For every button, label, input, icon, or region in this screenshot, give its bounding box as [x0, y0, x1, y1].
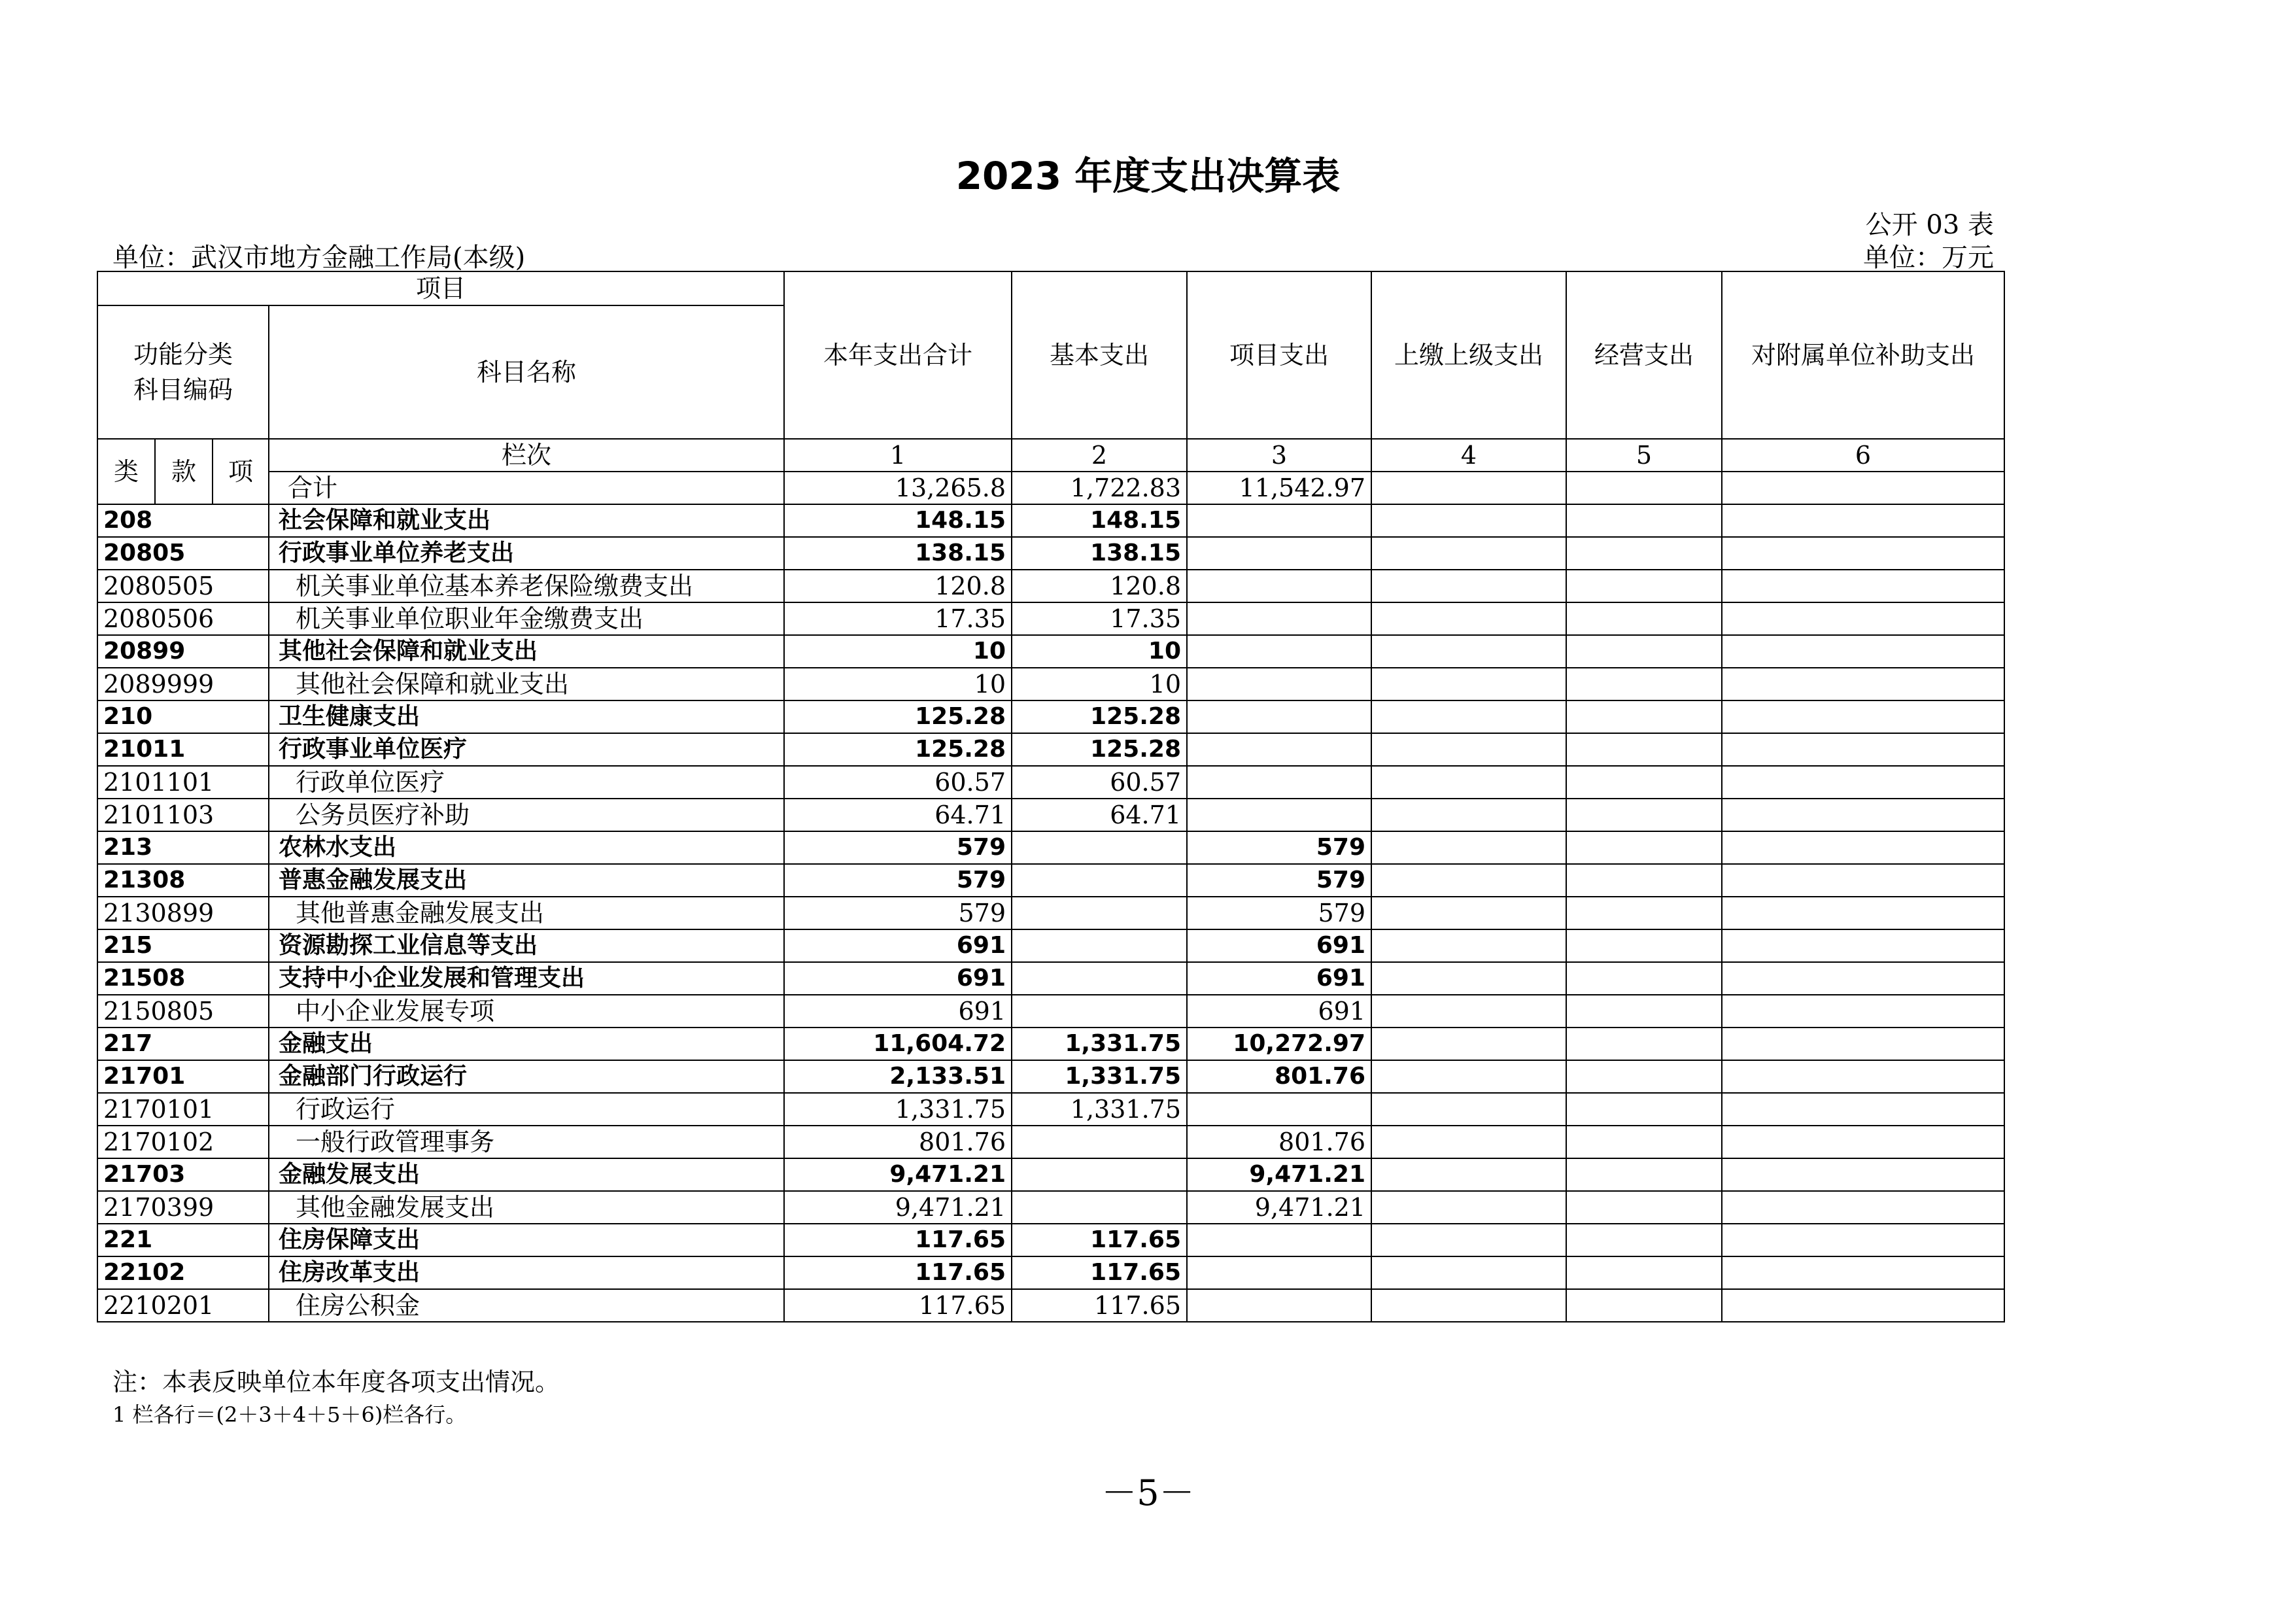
subject-name: 支持中小企业发展和管理支出 [269, 962, 784, 995]
table-row [97, 602, 2004, 635]
table-tag: 公开 03 表 [1865, 210, 1994, 240]
value-cell [1722, 1256, 2004, 1289]
value-cell [1722, 1126, 2004, 1158]
value-cell [1566, 799, 1722, 831]
value-cell [1187, 799, 1371, 831]
page-number: －5－ [1101, 1472, 1195, 1513]
subject-name: 住房改革支出 [269, 1256, 784, 1289]
value-cell [1371, 962, 1566, 995]
col-number-6: 6 [1722, 439, 2004, 472]
value-cell [1566, 1256, 1722, 1289]
value-cell: 579 [1187, 864, 1371, 897]
subject-code: 213 [97, 831, 269, 864]
value-cell [1187, 635, 1371, 668]
value-cell [1566, 1060, 1722, 1093]
total-row [97, 472, 2004, 504]
value-cell [1722, 864, 2004, 897]
value-cell [1566, 1028, 1722, 1060]
value-cell: 9,471.21 [1187, 1191, 1371, 1224]
value-cell [1371, 1060, 1566, 1093]
value-cell [1012, 929, 1187, 962]
table-row [97, 1126, 2004, 1158]
value-cell [1187, 1256, 1371, 1289]
header-xiang: 项 [213, 439, 269, 504]
value-cell [1566, 962, 1722, 995]
value-cell [1566, 995, 1722, 1028]
value-cell: 691 [784, 962, 1012, 995]
header-project: 项目 [97, 271, 784, 305]
value-cell [1722, 602, 2004, 635]
value-cell [1371, 929, 1566, 962]
value-cell [1371, 700, 1566, 733]
unit-organization: 单位：武汉市地方金融工作局(本级) [112, 243, 526, 273]
value-cell [1371, 995, 1566, 1028]
value-cell [1371, 1256, 1566, 1289]
table-row [97, 1028, 2004, 1060]
value-cell: 125.28 [1012, 733, 1187, 766]
value-cell [1722, 1224, 2004, 1256]
value-cell [1722, 733, 2004, 766]
value-cell [1371, 831, 1566, 864]
value-cell: 17.35 [1012, 602, 1187, 635]
value-cell [1722, 766, 2004, 799]
value-cell: 1,331.75 [1012, 1028, 1187, 1060]
value-cell: 11,604.72 [784, 1028, 1012, 1060]
subject-name: 行政单位医疗 [269, 766, 784, 799]
value-cell [1722, 1289, 2004, 1322]
header-col-6: 对附属单位补助支出 [1722, 271, 2004, 439]
header-subject-name: 科目名称 [269, 305, 784, 439]
header-kuan: 款 [155, 439, 213, 504]
value-cell: 10 [784, 635, 1012, 668]
subject-name: 其他社会保障和就业支出 [269, 668, 784, 700]
value-cell [1187, 537, 1371, 570]
value-cell [1722, 1158, 2004, 1191]
value-cell [1566, 1158, 1722, 1191]
value-cell [1566, 831, 1722, 864]
value-cell: 125.28 [784, 733, 1012, 766]
table-row [97, 995, 2004, 1028]
value-cell [1722, 1191, 2004, 1224]
subject-code: 2130899 [97, 897, 269, 929]
value-cell: 691 [1187, 962, 1371, 995]
table-row [97, 831, 2004, 864]
value-cell [1566, 1093, 1722, 1126]
total-value: 13,265.8 [784, 472, 1012, 504]
subject-code: 2080505 [97, 570, 269, 602]
table-row [97, 1191, 2004, 1224]
unit-currency: 单位：万元 [1863, 243, 1994, 273]
subject-name: 金融发展支出 [269, 1158, 784, 1191]
value-cell [1722, 668, 2004, 700]
expenditure-table [97, 271, 2005, 1322]
table-row [97, 929, 2004, 962]
value-cell [1187, 1289, 1371, 1322]
subject-name: 资源勘探工业信息等支出 [269, 929, 784, 962]
value-cell [1371, 1028, 1566, 1060]
value-cell: 148.15 [784, 504, 1012, 537]
table-row [97, 733, 2004, 766]
subject-code: 2089999 [97, 668, 269, 700]
value-cell [1012, 1191, 1187, 1224]
col-number-4: 4 [1371, 439, 1566, 472]
subject-name: 住房保障支出 [269, 1224, 784, 1256]
col-number-3: 3 [1187, 439, 1371, 472]
value-cell: 9,471.21 [784, 1158, 1012, 1191]
value-cell [1722, 929, 2004, 962]
subject-name: 一般行政管理事务 [269, 1126, 784, 1158]
subject-code: 22102 [97, 1256, 269, 1289]
value-cell: 579 [1187, 831, 1371, 864]
value-cell [1012, 995, 1187, 1028]
value-cell: 579 [784, 897, 1012, 929]
value-cell [1371, 1289, 1566, 1322]
col-number-1: 1 [784, 439, 1012, 472]
value-cell [1371, 864, 1566, 897]
value-cell [1566, 602, 1722, 635]
value-cell [1722, 570, 2004, 602]
header-col-5: 经营支出 [1566, 271, 1722, 439]
table-row [97, 897, 2004, 929]
table-row [97, 1289, 2004, 1322]
subject-code: 2080506 [97, 602, 269, 635]
value-cell [1722, 1093, 2004, 1126]
value-cell: 125.28 [1012, 700, 1187, 733]
subject-code: 21701 [97, 1060, 269, 1093]
value-cell: 691 [1187, 929, 1371, 962]
table-row [97, 570, 2004, 602]
subject-name: 机关事业单位职业年金缴费支出 [269, 602, 784, 635]
table-row [97, 799, 2004, 831]
value-cell: 2,133.51 [784, 1060, 1012, 1093]
value-cell [1566, 864, 1722, 897]
value-cell [1187, 602, 1371, 635]
value-cell [1566, 766, 1722, 799]
value-cell [1187, 700, 1371, 733]
value-cell [1187, 570, 1371, 602]
value-cell [1566, 897, 1722, 929]
table-row [97, 766, 2004, 799]
value-cell: 801.76 [1187, 1060, 1371, 1093]
subject-code: 2150805 [97, 995, 269, 1028]
value-cell [1371, 733, 1566, 766]
value-cell: 691 [784, 929, 1012, 962]
page-title: 2023 年度支出决算表 [955, 154, 1341, 198]
value-cell: 691 [1187, 995, 1371, 1028]
subject-name: 公务员医疗补助 [269, 799, 784, 831]
value-cell [1566, 1191, 1722, 1224]
value-cell: 691 [784, 995, 1012, 1028]
value-cell [1722, 700, 2004, 733]
value-cell: 138.15 [1012, 537, 1187, 570]
value-cell [1722, 799, 2004, 831]
total-value [1566, 472, 1722, 504]
table-row [97, 668, 2004, 700]
value-cell: 60.57 [784, 766, 1012, 799]
value-cell [1371, 1224, 1566, 1256]
value-cell [1566, 700, 1722, 733]
value-cell [1566, 929, 1722, 962]
value-cell: 64.71 [784, 799, 1012, 831]
table-row [97, 537, 2004, 570]
table-row [97, 1256, 2004, 1289]
subject-code: 2101103 [97, 799, 269, 831]
subject-name: 机关事业单位基本养老保险缴费支出 [269, 570, 784, 602]
value-cell: 1,331.75 [1012, 1060, 1187, 1093]
value-cell [1566, 668, 1722, 700]
value-cell: 125.28 [784, 700, 1012, 733]
subject-name: 金融支出 [269, 1028, 784, 1060]
value-cell: 10 [1012, 635, 1187, 668]
value-cell [1371, 635, 1566, 668]
subject-name: 其他金融发展支出 [269, 1191, 784, 1224]
value-cell: 138.15 [784, 537, 1012, 570]
value-cell [1187, 766, 1371, 799]
table-row [97, 1093, 2004, 1126]
value-cell: 801.76 [1187, 1126, 1371, 1158]
header-col-2: 基本支出 [1012, 271, 1187, 439]
value-cell: 801.76 [784, 1126, 1012, 1158]
value-cell [1371, 537, 1566, 570]
subject-name: 住房公积金 [269, 1289, 784, 1322]
value-cell [1722, 1060, 2004, 1093]
value-cell [1187, 1093, 1371, 1126]
subject-code: 21308 [97, 864, 269, 897]
subject-name: 社会保障和就业支出 [269, 504, 784, 537]
value-cell [1187, 668, 1371, 700]
value-cell: 64.71 [1012, 799, 1187, 831]
value-cell: 1,331.75 [784, 1093, 1012, 1126]
subject-name: 卫生健康支出 [269, 700, 784, 733]
total-value [1722, 472, 2004, 504]
value-cell [1722, 897, 2004, 929]
header-col-3: 项目支出 [1187, 271, 1371, 439]
value-cell [1371, 1126, 1566, 1158]
value-cell: 117.65 [784, 1289, 1012, 1322]
value-cell [1012, 962, 1187, 995]
value-cell [1722, 635, 2004, 668]
table-row [97, 504, 2004, 537]
subject-code: 2210201 [97, 1289, 269, 1322]
subject-code: 2170101 [97, 1093, 269, 1126]
table-row [97, 1158, 2004, 1191]
total-value [1371, 472, 1566, 504]
value-cell: 148.15 [1012, 504, 1187, 537]
value-cell [1371, 602, 1566, 635]
subject-name: 中小企业发展专项 [269, 995, 784, 1028]
value-cell [1371, 668, 1566, 700]
header-col-1: 本年支出合计 [784, 271, 1012, 439]
col-number-2: 2 [1012, 439, 1187, 472]
table-row [97, 1060, 2004, 1093]
subject-code: 2101101 [97, 766, 269, 799]
subject-name: 其他普惠金融发展支出 [269, 897, 784, 929]
subject-name: 行政运行 [269, 1093, 784, 1126]
subject-name: 行政事业单位医疗 [269, 733, 784, 766]
value-cell [1371, 570, 1566, 602]
value-cell: 117.65 [1012, 1289, 1187, 1322]
value-cell: 10 [784, 668, 1012, 700]
value-cell [1371, 504, 1566, 537]
value-cell [1371, 1093, 1566, 1126]
value-cell: 10 [1012, 668, 1187, 700]
value-cell [1012, 864, 1187, 897]
value-cell: 9,471.21 [784, 1191, 1012, 1224]
value-cell [1722, 831, 2004, 864]
subject-code: 20899 [97, 635, 269, 668]
subject-code: 208 [97, 504, 269, 537]
value-cell: 120.8 [1012, 570, 1187, 602]
value-cell: 9,471.21 [1187, 1158, 1371, 1191]
header-lanci: 栏次 [269, 439, 784, 472]
header-code-group: 功能分类 科目编码 [97, 305, 269, 439]
value-cell [1187, 504, 1371, 537]
subject-code: 2170399 [97, 1191, 269, 1224]
value-cell [1187, 733, 1371, 766]
value-cell [1722, 1028, 2004, 1060]
value-cell: 1,331.75 [1012, 1093, 1187, 1126]
subject-code: 215 [97, 929, 269, 962]
value-cell: 117.65 [1012, 1224, 1187, 1256]
value-cell [1371, 766, 1566, 799]
subject-code: 217 [97, 1028, 269, 1060]
value-cell: 60.57 [1012, 766, 1187, 799]
subject-name: 金融部门行政运行 [269, 1060, 784, 1093]
value-cell [1722, 504, 2004, 537]
value-cell [1722, 537, 2004, 570]
value-cell [1371, 1191, 1566, 1224]
value-cell [1012, 831, 1187, 864]
value-cell [1722, 962, 2004, 995]
value-cell: 117.65 [784, 1224, 1012, 1256]
header-lei: 类 [97, 439, 155, 504]
subject-code: 21508 [97, 962, 269, 995]
subject-code: 20805 [97, 537, 269, 570]
value-cell: 120.8 [784, 570, 1012, 602]
value-cell [1566, 1289, 1722, 1322]
value-cell: 117.65 [784, 1256, 1012, 1289]
value-cell [1566, 733, 1722, 766]
subject-code: 21011 [97, 733, 269, 766]
value-cell [1371, 897, 1566, 929]
value-cell [1566, 1126, 1722, 1158]
subject-code: 210 [97, 700, 269, 733]
note-line-2: 1 栏各行＝(2＋3＋4＋5＋6)栏各行。 [112, 1402, 467, 1427]
header-col-4: 上缴上级支出 [1371, 271, 1566, 439]
value-cell [1371, 1158, 1566, 1191]
table-row [97, 864, 2004, 897]
value-cell [1012, 1158, 1187, 1191]
subject-name: 农林水支出 [269, 831, 784, 864]
value-cell [1566, 537, 1722, 570]
value-cell [1371, 799, 1566, 831]
table-row [97, 962, 2004, 995]
col-number-5: 5 [1566, 439, 1722, 472]
value-cell [1566, 504, 1722, 537]
value-cell: 579 [1187, 897, 1371, 929]
table-row [97, 1224, 2004, 1256]
subject-name: 行政事业单位养老支出 [269, 537, 784, 570]
table-row [97, 635, 2004, 668]
value-cell: 579 [784, 864, 1012, 897]
value-cell [1722, 995, 2004, 1028]
subject-code: 221 [97, 1224, 269, 1256]
value-cell [1012, 897, 1187, 929]
value-cell [1187, 1224, 1371, 1256]
subject-name: 普惠金融发展支出 [269, 864, 784, 897]
value-cell: 117.65 [1012, 1256, 1187, 1289]
value-cell [1012, 1126, 1187, 1158]
value-cell [1566, 570, 1722, 602]
table-row [97, 700, 2004, 733]
subject-name: 其他社会保障和就业支出 [269, 635, 784, 668]
total-label: 合计 [269, 472, 784, 504]
note-line-1: 注：本表反映单位本年度各项支出情况。 [112, 1368, 560, 1396]
subject-code: 21703 [97, 1158, 269, 1191]
value-cell: 10,272.97 [1187, 1028, 1371, 1060]
subject-code: 2170102 [97, 1126, 269, 1158]
value-cell: 579 [784, 831, 1012, 864]
total-value: 11,542.97 [1187, 472, 1371, 504]
value-cell [1566, 1224, 1722, 1256]
value-cell [1566, 635, 1722, 668]
value-cell: 17.35 [784, 602, 1012, 635]
total-value: 1,722.83 [1012, 472, 1187, 504]
